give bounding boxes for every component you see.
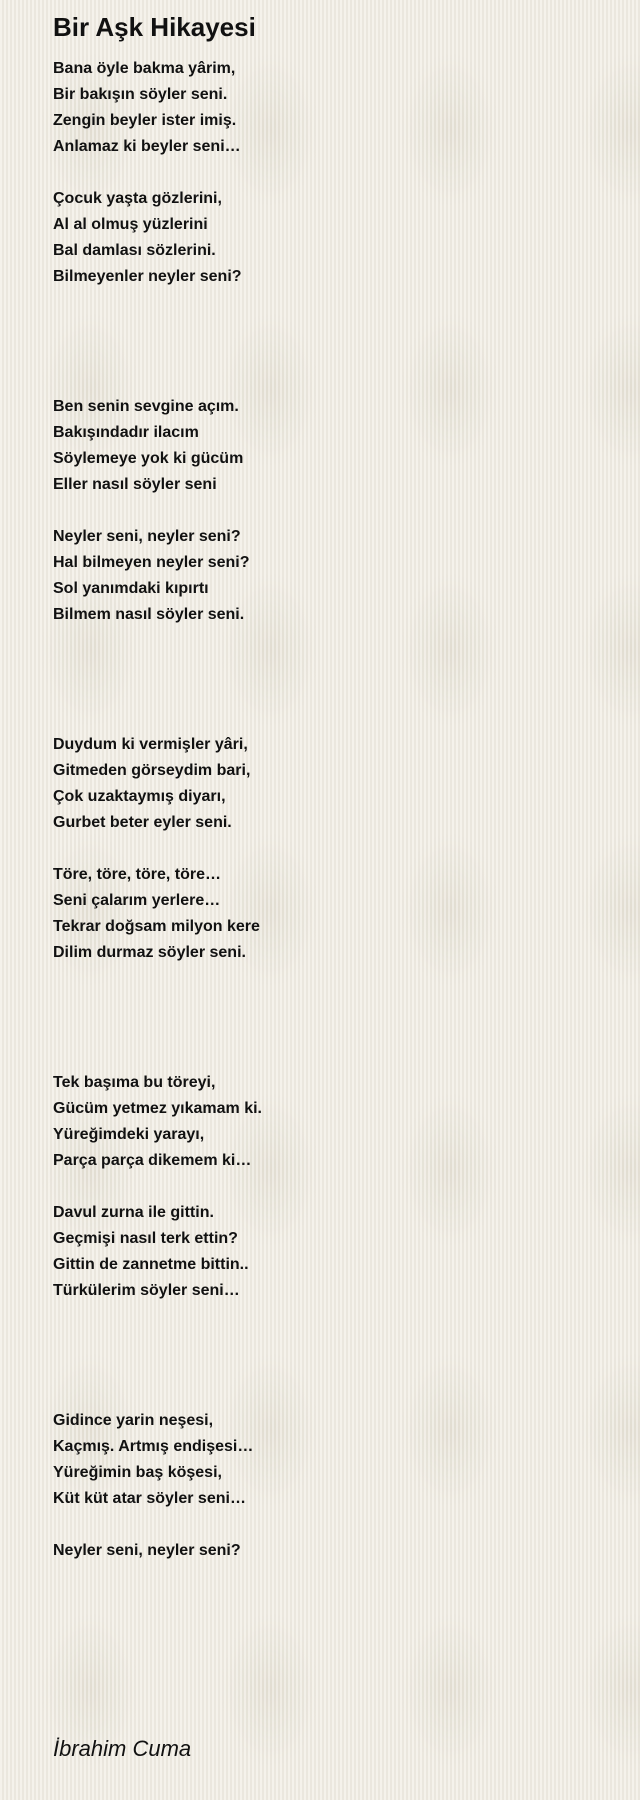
stanza-5: [53, 732, 613, 836]
section-gap: [53, 966, 613, 1070]
poem-line: Hal bilmeyen neyler seni?: [53, 554, 250, 571]
section-gap: [53, 290, 613, 394]
poem-line: Bilmeyenler neyler seni?: [53, 268, 242, 285]
stanza-6: [53, 862, 613, 966]
stanza-9: [53, 1408, 613, 1512]
poem-line: Davul zurna ile gittin.: [53, 1204, 214, 1221]
stanza-gap: [53, 160, 613, 186]
poem-line: Eller nasıl söyler seni: [53, 476, 217, 493]
stanza-gap: [53, 1512, 613, 1538]
poem-line: Töre, töre, töre, töre…: [53, 866, 222, 883]
stanza-2: [53, 186, 613, 290]
poem-line: Yüreğimin baş köşesi,: [53, 1464, 222, 1481]
poem-line: Duydum ki vermişler yâri,: [53, 736, 248, 753]
poem-container: [53, 10, 613, 1564]
poem-line: Sol yanımdaki kıpırtı: [53, 580, 209, 597]
stanza-3: [53, 394, 613, 498]
poem-line: Anlamaz ki beyler seni…: [53, 138, 241, 155]
section-gap: [53, 1304, 613, 1408]
poem-author: İbrahim Cuma: [53, 1736, 192, 1761]
poem-line: Dilim durmaz söyler seni.: [53, 944, 246, 961]
poem-line: Bilmem nasıl söyler seni.: [53, 606, 245, 623]
poem-line: Yüreğimdeki yarayı,: [53, 1126, 205, 1143]
poem-line: Tek başıma bu töreyi,: [53, 1074, 216, 1091]
poem-line: Bakışındadır ilacım: [53, 424, 199, 441]
poem-title: Bir Aşk Hikayesi: [53, 12, 256, 42]
poem-line: Bir bakışın söyler seni.: [53, 86, 228, 103]
poem-line: Çok uzaktaymış diyarı,: [53, 788, 226, 805]
stanza-4: [53, 524, 613, 628]
stanza-gap: [53, 1174, 613, 1200]
section-gap: [53, 628, 613, 732]
poem-line: Bal damlası sözlerini.: [53, 242, 216, 259]
poem-line: Gurbet beter eyler seni.: [53, 814, 232, 831]
poem-line: Gittin de zannetme bittin..: [53, 1256, 249, 1273]
poem-line: Seni çalarım yerlere…: [53, 892, 221, 909]
poem-line: Gücüm yetmez yıkamam ki.: [53, 1100, 262, 1117]
stanza-1: [53, 56, 613, 160]
poem-line: Al al olmuş yüzlerini: [53, 216, 208, 233]
stanza-gap: [53, 836, 613, 862]
stanza-gap: [53, 498, 613, 524]
poem-line: Tekrar doğsam milyon kere: [53, 918, 260, 935]
poem-line: Kaçmış. Artmış endişesi…: [53, 1438, 254, 1455]
poem-line: Çocuk yaşta gözlerini,: [53, 190, 222, 207]
poem-line: Geçmişi nasıl terk ettin?: [53, 1230, 238, 1247]
poem-line: Gidince yarin neşesi,: [53, 1412, 214, 1429]
poem-line: Parça parça dikemem ki…: [53, 1152, 252, 1169]
poem-line: Gitmeden görseydim bari,: [53, 762, 251, 779]
poem-line: Zengin beyler ister imiş.: [53, 112, 237, 129]
poem-line: Neyler seni, neyler seni?: [53, 1542, 241, 1559]
stanza-10: [53, 1538, 613, 1564]
poem-line: Küt küt atar söyler seni…: [53, 1490, 246, 1507]
poem-line: Bana öyle bakma yârim,: [53, 60, 236, 77]
stanza-8: [53, 1200, 613, 1304]
poem-line: Söylemeye yok ki gücüm: [53, 450, 244, 467]
stanza-7: [53, 1070, 613, 1174]
poem-line: Türkülerim söyler seni…: [53, 1282, 240, 1299]
poem-line: Neyler seni, neyler seni?: [53, 528, 241, 545]
poem-line: Ben senin sevgine açım.: [53, 398, 239, 415]
